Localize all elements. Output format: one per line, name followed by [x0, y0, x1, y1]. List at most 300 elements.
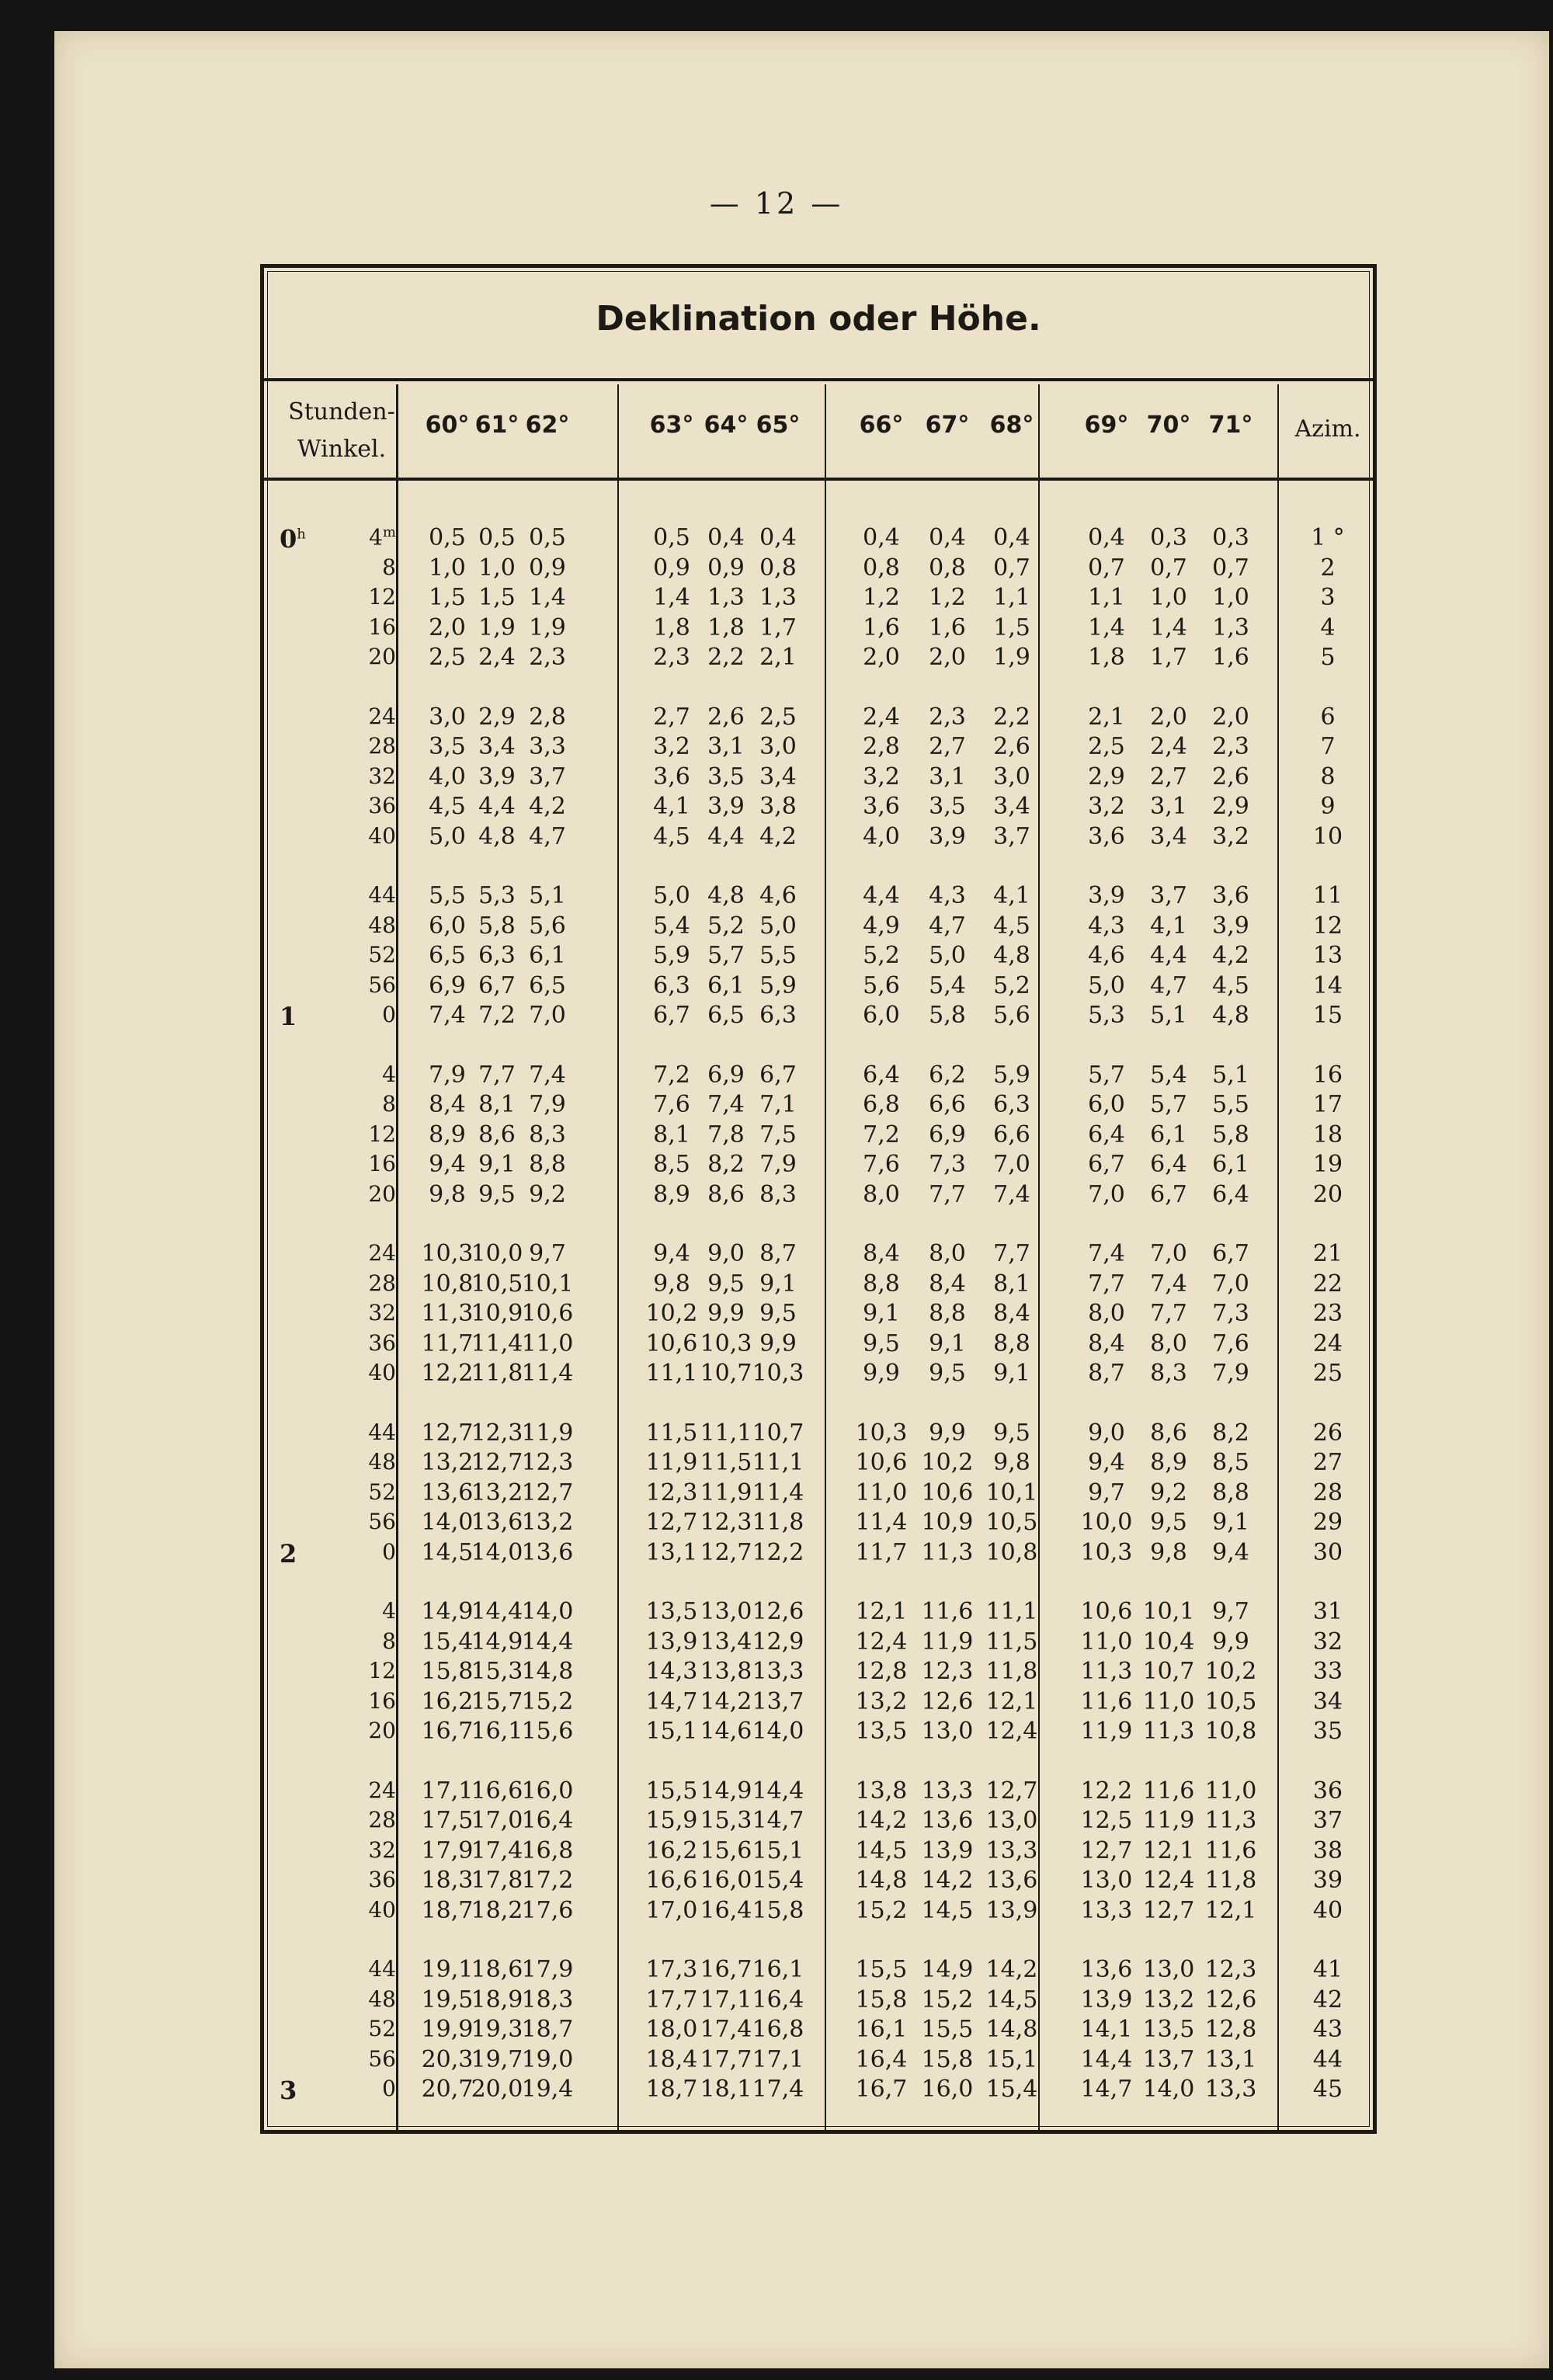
value-cell: 9,7: [529, 1240, 566, 1267]
minute-label: 8: [382, 1091, 396, 1117]
value-cell: 5,6: [993, 1002, 1030, 1029]
value-cell: 12,4: [855, 1628, 908, 1656]
value-cell: 3,2: [863, 763, 900, 790]
value-cell: 15,8: [855, 1986, 908, 2013]
value-cell: 8,2: [1212, 1419, 1249, 1447]
value-cell: 8,4: [863, 1240, 900, 1267]
value-cell: 17,1: [700, 1986, 752, 2013]
value-cell: 4,8: [478, 822, 516, 850]
value-cell: 4,2: [1212, 942, 1249, 969]
azimuth-value: 15: [1312, 1002, 1343, 1029]
value-cell: 10,5: [985, 1509, 1038, 1536]
value-cell: 14,5: [985, 1986, 1038, 2013]
value-cell: 8,3: [1150, 1360, 1187, 1387]
value-cell: 1,5: [478, 584, 516, 611]
azimuth-header: Azim.: [1294, 415, 1361, 443]
minute-label: 56: [368, 971, 396, 998]
value-cell: 13,6: [421, 1478, 474, 1506]
azimuth-value: 24: [1312, 1329, 1343, 1357]
value-cell: 13,2: [471, 1478, 523, 1506]
value-cell: 1,4: [1150, 613, 1187, 641]
value-cell: 2,8: [529, 703, 566, 731]
value-cell: 12,2: [1080, 1777, 1133, 1805]
minute-label: 8: [382, 554, 396, 580]
azimuth-value: 20: [1312, 1180, 1343, 1208]
value-cell: 3,6: [1212, 882, 1249, 909]
value-cell: 11,5: [985, 1628, 1038, 1656]
minute-label: 8: [382, 1628, 396, 1654]
value-cell: 3,5: [929, 793, 966, 820]
value-cell: 2,2: [707, 644, 745, 671]
value-cell: 14,2: [985, 1956, 1038, 1983]
value-cell: 3,9: [929, 822, 966, 850]
value-cell: 2,2: [993, 703, 1030, 731]
value-cell: 6,1: [707, 971, 745, 999]
value-cell: 14,8: [855, 1867, 908, 1894]
value-cell: 3,6: [1088, 822, 1125, 850]
value-cell: 12,8: [1204, 2016, 1257, 2043]
value-cell: 0,9: [707, 554, 745, 582]
value-cell: 4,0: [429, 763, 466, 790]
value-cell: 1,7: [1150, 644, 1187, 671]
value-cell: 8,0: [929, 1240, 966, 1267]
value-cell: 13,6: [471, 1509, 523, 1536]
value-cell: 20,7: [421, 2076, 474, 2103]
value-cell: 7,9: [529, 1091, 566, 1118]
value-cell: 17,1: [421, 1777, 474, 1805]
value-cell: 12,5: [1080, 1807, 1133, 1834]
value-cell: 19,0: [521, 2045, 574, 2073]
azimuth-value: 38: [1312, 1836, 1343, 1864]
value-cell: 7,7: [1088, 1270, 1125, 1298]
value-cell: 13,9: [921, 1836, 974, 1864]
value-cell: 16,4: [855, 2045, 908, 2073]
value-cell: 15,5: [921, 2016, 974, 2043]
value-cell: 0,4: [993, 524, 1030, 551]
value-cell: 15,4: [752, 1867, 804, 1894]
value-cell: 15,9: [645, 1807, 698, 1834]
value-cell: 4,1: [993, 882, 1030, 909]
value-cell: 8,8: [993, 1329, 1030, 1357]
value-cell: 4,5: [1212, 971, 1249, 999]
value-cell: 15,2: [855, 1896, 908, 1924]
value-cell: 15,6: [521, 1718, 574, 1745]
azimuth-value: 23: [1312, 1300, 1343, 1327]
value-cell: 7,6: [653, 1091, 690, 1118]
value-cell: 10,8: [421, 1270, 474, 1298]
value-cell: 2,3: [653, 644, 690, 671]
value-cell: 14,1: [1080, 2016, 1133, 2043]
value-cell: 16,2: [645, 1836, 698, 1864]
minute-label: 52: [368, 2016, 396, 2041]
value-cell: 1,3: [759, 584, 797, 611]
value-cell: 1,5: [993, 613, 1030, 641]
value-cell: 14,9: [921, 1956, 974, 1983]
value-cell: 17,6: [521, 1896, 574, 1924]
value-cell: 2,6: [707, 703, 745, 731]
value-cell: 18,3: [521, 1986, 574, 2013]
value-cell: 4,2: [529, 793, 566, 820]
value-cell: 15,4: [421, 1628, 474, 1656]
value-cell: 10,1: [1142, 1598, 1195, 1625]
value-cell: 9,9: [863, 1360, 900, 1387]
value-cell: 15,1: [645, 1718, 698, 1745]
value-cell: 19,9: [421, 2016, 474, 2043]
minute-label: 56: [368, 1509, 396, 1534]
value-cell: 0,8: [929, 554, 966, 582]
value-cell: 8,4: [1088, 1329, 1125, 1357]
value-cell: 10,6: [521, 1300, 574, 1327]
value-cell: 4,0: [863, 822, 900, 850]
hour-label: 1: [280, 1002, 297, 1031]
value-cell: 11,8: [985, 1658, 1038, 1685]
value-cell: 3,9: [707, 793, 745, 820]
value-cell: 6,9: [429, 971, 466, 999]
value-cell: 11,0: [521, 1329, 574, 1357]
azimuth-value: 32: [1312, 1628, 1343, 1656]
azimuth-value: 28: [1312, 1478, 1343, 1506]
azimuth-value: 6: [1320, 703, 1336, 731]
value-cell: 7,0: [1088, 1180, 1125, 1208]
value-cell: 12,7: [645, 1509, 698, 1536]
value-cell: 10,1: [521, 1270, 574, 1298]
azimuth-value: 4: [1320, 613, 1336, 641]
value-cell: 3,1: [707, 733, 745, 760]
value-cell: 12,1: [1204, 1896, 1257, 1924]
degree-header: 66°: [859, 412, 904, 439]
value-cell: 2,5: [1088, 733, 1125, 760]
minute-label: 40: [368, 1360, 396, 1385]
value-cell: 4,6: [759, 882, 797, 909]
value-cell: 9,9: [1212, 1628, 1249, 1656]
value-cell: 1,0: [429, 554, 466, 582]
value-cell: 13,2: [855, 1687, 908, 1715]
value-cell: 12,7: [1080, 1836, 1133, 1864]
value-cell: 3,2: [1212, 822, 1249, 850]
value-cell: 9,8: [993, 1449, 1030, 1476]
azimuth-value: 5: [1320, 644, 1336, 671]
value-cell: 6,6: [993, 1121, 1030, 1148]
value-cell: 2,3: [529, 644, 566, 671]
value-cell: 12,6: [1204, 1986, 1257, 2013]
value-cell: 1,4: [1088, 613, 1125, 641]
value-cell: 12,3: [921, 1658, 974, 1685]
header-bottom-rule: [264, 478, 1373, 481]
value-cell: 5,2: [993, 971, 1030, 999]
azimuth-value: 13: [1312, 942, 1343, 969]
minute-label: 32: [368, 1836, 396, 1863]
azimuth-value: 39: [1312, 1867, 1343, 1894]
value-cell: 3,5: [429, 733, 466, 760]
value-cell: 11,5: [645, 1419, 698, 1447]
value-cell: 12,7: [1142, 1896, 1195, 1924]
value-cell: 5,3: [1088, 1002, 1125, 1029]
value-cell: 6,9: [707, 1061, 745, 1089]
value-cell: 13,3: [1080, 1896, 1133, 1924]
value-cell: 19,1: [421, 1956, 474, 1983]
column-divider: [617, 384, 619, 2130]
value-cell: 10,3: [752, 1360, 804, 1387]
value-cell: 14,5: [921, 1896, 974, 1924]
azimuth-value: 43: [1312, 2016, 1343, 2043]
value-cell: 11,9: [1142, 1807, 1195, 1834]
value-cell: 7,9: [759, 1151, 797, 1178]
value-cell: 5,5: [429, 882, 466, 909]
declination-table: [260, 264, 1377, 2134]
value-cell: 10,4: [1142, 1628, 1195, 1656]
value-cell: 6,7: [1088, 1151, 1125, 1178]
value-cell: 13,2: [1142, 1986, 1195, 2013]
value-cell: 16,6: [645, 1867, 698, 1894]
azimuth-value: 8: [1320, 763, 1336, 790]
azimuth-value: 27: [1312, 1449, 1343, 1476]
value-cell: 13,7: [1142, 2045, 1195, 2073]
azimuth-value: 19: [1312, 1151, 1343, 1178]
azimuth-value: 36: [1312, 1777, 1343, 1805]
value-cell: 2,9: [478, 703, 516, 731]
value-cell: 10,6: [921, 1478, 974, 1506]
minute-label: 28: [368, 1270, 396, 1296]
value-cell: 1,7: [759, 613, 797, 641]
value-cell: 1,9: [478, 613, 516, 641]
azimuth-value: 1 °: [1311, 524, 1345, 551]
value-cell: 14,4: [1080, 2045, 1133, 2073]
value-cell: 12,1: [1142, 1836, 1195, 1864]
minute-label: 36: [368, 793, 396, 818]
value-cell: 11,9: [700, 1478, 752, 1506]
value-cell: 5,2: [707, 912, 745, 940]
value-cell: 10,3: [855, 1419, 908, 1447]
value-cell: 6,0: [1088, 1091, 1125, 1118]
stunden-label: Stunden-: [288, 398, 395, 426]
value-cell: 5,4: [653, 912, 690, 940]
value-cell: 0,4: [759, 524, 797, 551]
value-cell: 7,0: [529, 1002, 566, 1029]
value-cell: 10,7: [700, 1360, 752, 1387]
value-cell: 13,6: [1080, 1956, 1133, 1983]
value-cell: 5,8: [929, 1002, 966, 1029]
value-cell: 11,8: [752, 1509, 804, 1536]
value-cell: 7,4: [429, 1002, 466, 1029]
value-cell: 9,9: [707, 1300, 745, 1327]
value-cell: 1,1: [1088, 584, 1125, 611]
value-cell: 5,4: [929, 971, 966, 999]
degree-header: 63°: [649, 412, 694, 439]
value-cell: 15,8: [752, 1896, 804, 1924]
value-cell: 0,8: [759, 554, 797, 582]
minute-label: 56: [368, 2045, 396, 2072]
value-cell: 0,4: [1088, 524, 1125, 551]
minute-label: 16: [368, 1151, 396, 1176]
value-cell: 2,0: [863, 644, 900, 671]
value-cell: 13,3: [921, 1777, 974, 1805]
value-cell: 9,1: [478, 1151, 516, 1178]
minute-label: 52: [368, 1478, 396, 1505]
value-cell: 14,7: [752, 1807, 804, 1834]
value-cell: 9,4: [653, 1240, 690, 1267]
minute-label: 44: [368, 882, 396, 908]
value-cell: 7,2: [478, 1002, 516, 1029]
minute-label: 40: [368, 822, 396, 849]
value-cell: 17,0: [471, 1807, 523, 1834]
minute-label: 0: [382, 1538, 396, 1565]
value-cell: 11,7: [421, 1329, 474, 1357]
value-cell: 4,6: [1088, 942, 1125, 969]
value-cell: 10,1: [985, 1478, 1038, 1506]
value-cell: 0,9: [653, 554, 690, 582]
value-cell: 17,4: [752, 2076, 804, 2103]
value-cell: 18,1: [700, 2076, 752, 2103]
value-cell: 17,0: [645, 1896, 698, 1924]
winkel-label: Winkel.: [297, 436, 387, 463]
value-cell: 13,0: [700, 1598, 752, 1625]
value-cell: 8,9: [1150, 1449, 1187, 1476]
value-cell: 9,2: [1150, 1478, 1187, 1506]
value-cell: 7,8: [707, 1121, 745, 1148]
value-cell: 7,7: [478, 1061, 516, 1089]
value-cell: 3,8: [759, 793, 797, 820]
minute-label: 28: [368, 1807, 396, 1833]
value-cell: 10,3: [700, 1329, 752, 1357]
value-cell: 3,0: [429, 703, 466, 731]
value-cell: 10,5: [1204, 1687, 1257, 1715]
value-cell: 9,5: [707, 1270, 745, 1298]
minute-label: 32: [368, 763, 396, 789]
minute-label: 24: [368, 1777, 396, 1803]
value-cell: 9,0: [707, 1240, 745, 1267]
value-cell: 10,2: [921, 1449, 974, 1476]
minute-label: 52: [368, 942, 396, 968]
value-cell: 7,4: [707, 1091, 745, 1118]
value-cell: 10,7: [1142, 1658, 1195, 1685]
value-cell: 3,7: [1150, 882, 1187, 909]
value-cell: 0,7: [1088, 554, 1125, 582]
value-cell: 13,3: [1204, 2076, 1257, 2103]
value-cell: 11,4: [752, 1478, 804, 1506]
value-cell: 14,7: [1080, 2076, 1133, 2103]
degree-header: 62°: [525, 412, 570, 439]
value-cell: 2,0: [429, 613, 466, 641]
azimuth-value: 30: [1312, 1538, 1343, 1566]
value-cell: 11,7: [855, 1538, 908, 1566]
value-cell: 5,1: [1212, 1061, 1249, 1089]
value-cell: 17,1: [752, 2045, 804, 2073]
value-cell: 9,1: [993, 1360, 1030, 1387]
value-cell: 2,0: [929, 644, 966, 671]
value-cell: 6,7: [653, 1002, 690, 1029]
value-cell: 13,1: [1204, 2045, 1257, 2073]
value-cell: 13,2: [521, 1509, 574, 1536]
value-cell: 11,4: [521, 1360, 574, 1387]
value-cell: 1,8: [653, 613, 690, 641]
value-cell: 0,5: [478, 524, 516, 551]
value-cell: 10,2: [1204, 1658, 1257, 1685]
value-cell: 7,6: [863, 1151, 900, 1178]
minute-label: 40: [368, 1896, 396, 1923]
value-cell: 9,8: [653, 1270, 690, 1298]
azimuth-value: 33: [1312, 1658, 1343, 1685]
value-cell: 2,8: [863, 733, 900, 760]
value-cell: 5,6: [529, 912, 566, 940]
value-cell: 3,0: [759, 733, 797, 760]
value-cell: 16,4: [521, 1807, 574, 1834]
value-cell: 7,0: [1212, 1270, 1249, 1298]
minute-label: 48: [368, 1986, 396, 2012]
value-cell: 3,3: [529, 733, 566, 760]
value-cell: 12,6: [921, 1687, 974, 1715]
value-cell: 11,9: [521, 1419, 574, 1447]
value-cell: 8,3: [759, 1180, 797, 1208]
value-cell: 15,1: [985, 2045, 1038, 2073]
minute-label: 48: [368, 912, 396, 938]
value-cell: 3,4: [993, 793, 1030, 820]
value-cell: 4,8: [1212, 1002, 1249, 1029]
value-cell: 14,5: [421, 1538, 474, 1566]
value-cell: 8,1: [993, 1270, 1030, 1298]
value-cell: 11,4: [855, 1509, 908, 1536]
value-cell: 3,4: [759, 763, 797, 790]
value-cell: 7,7: [993, 1240, 1030, 1267]
minute-label: 4: [382, 1061, 396, 1087]
minute-label: 24: [368, 703, 396, 729]
value-cell: 16,1: [471, 1718, 523, 1745]
value-cell: 10,7: [752, 1419, 804, 1447]
value-cell: 4,4: [707, 822, 745, 850]
value-cell: 5,9: [993, 1061, 1030, 1089]
azimuth-value: 21: [1312, 1240, 1343, 1267]
value-cell: 2,3: [929, 703, 966, 731]
value-cell: 7,1: [759, 1091, 797, 1118]
value-cell: 6,1: [529, 942, 566, 969]
value-cell: 13,8: [855, 1777, 908, 1805]
value-cell: 11,3: [1204, 1807, 1257, 1834]
value-cell: 11,6: [921, 1598, 974, 1625]
value-cell: 4,1: [653, 793, 690, 820]
value-cell: 6,4: [1212, 1180, 1249, 1208]
value-cell: 5,1: [1150, 1002, 1187, 1029]
minute-label: 0: [382, 2076, 396, 2101]
minute-label: 16: [368, 613, 396, 640]
value-cell: 12,6: [752, 1598, 804, 1625]
value-cell: 9,1: [863, 1300, 900, 1327]
value-cell: 9,4: [1212, 1538, 1249, 1566]
value-cell: 16,6: [471, 1777, 523, 1805]
value-cell: 11,9: [645, 1449, 698, 1476]
value-cell: 6,1: [1150, 1121, 1187, 1148]
value-cell: 13,5: [645, 1598, 698, 1625]
minute-label: 20: [368, 1718, 396, 1743]
value-cell: 14,0: [421, 1509, 474, 1536]
value-cell: 5,3: [478, 882, 516, 909]
value-cell: 14,7: [645, 1687, 698, 1715]
value-cell: 13,0: [921, 1718, 974, 1745]
value-cell: 0,9: [529, 554, 566, 582]
value-cell: 8,8: [929, 1300, 966, 1327]
value-cell: 9,5: [863, 1329, 900, 1357]
value-cell: 18,6: [471, 1956, 523, 1983]
value-cell: 5,5: [1212, 1091, 1249, 1118]
value-cell: 13,6: [985, 1867, 1038, 1894]
value-cell: 4,5: [429, 793, 466, 820]
value-cell: 1,0: [478, 554, 516, 582]
value-cell: 8,0: [1088, 1300, 1125, 1327]
minute-label: 32: [368, 1300, 396, 1326]
value-cell: 6,0: [429, 912, 466, 940]
value-cell: 0,8: [863, 554, 900, 582]
value-cell: 4,9: [863, 912, 900, 940]
value-cell: 13,8: [700, 1658, 752, 1685]
value-cell: 12,7: [985, 1777, 1038, 1805]
